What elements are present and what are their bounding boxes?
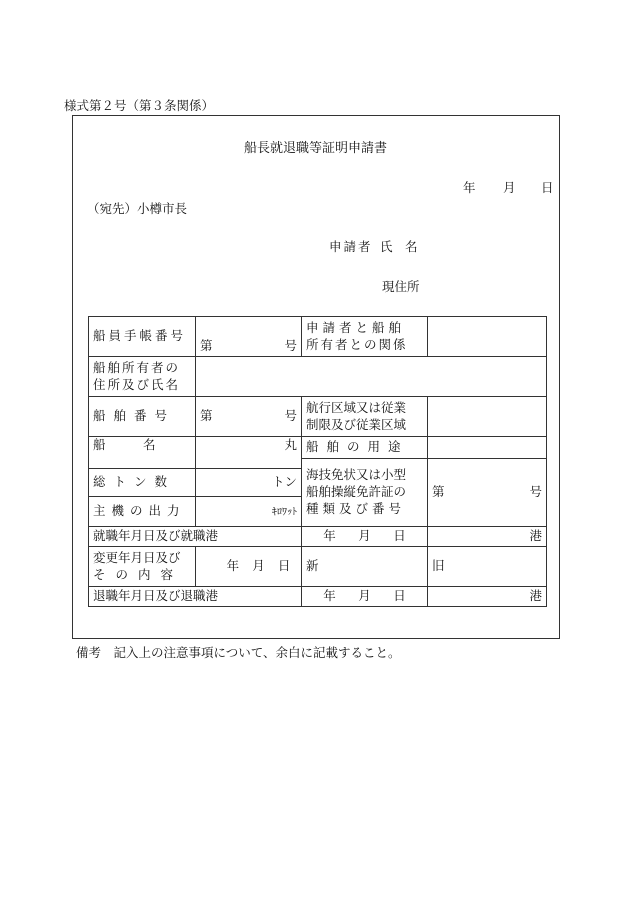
navigation-area-line1: 航行区域又は従業 — [306, 399, 407, 415]
retirement-label: 退職年月日及び退職港 — [93, 588, 219, 604]
owner-value — [196, 357, 547, 397]
owner-line1: 船舶所有者の — [93, 359, 181, 375]
engine-unit: ｷﾛﾜｯﾄ — [272, 507, 297, 519]
table-row — [89, 527, 547, 547]
navigation-area-line2: 制限及び従業区域 — [306, 416, 407, 432]
change-line1: 変更年月日及び — [93, 549, 181, 565]
license-go: 号 — [529, 484, 542, 500]
seaman-book-go: 号 — [284, 338, 297, 354]
change-year: 年 — [226, 558, 240, 574]
retirement-day: 日 — [393, 588, 406, 604]
note: 備考 記入上の注意事項について、余白に記載すること。 — [76, 645, 401, 660]
table-row — [89, 357, 547, 397]
retirement-year: 年 — [323, 588, 336, 604]
engine-label: 主機の出力 — [93, 503, 186, 519]
employment-label: 就職年月日及び就職港 — [93, 528, 219, 544]
license-line2: 船舶操縦免許証の — [306, 484, 407, 500]
applicant-label: 申請者 — [329, 239, 373, 254]
change-month: 月 — [252, 558, 265, 574]
ship-number-dai: 第 — [200, 408, 213, 424]
table-row — [89, 437, 547, 459]
ship-number-go: 号 — [284, 408, 297, 424]
table-row — [89, 397, 547, 437]
applicant-name-label: 氏 名 — [380, 239, 418, 254]
table-row — [89, 547, 547, 587]
change-day: 日 — [277, 558, 291, 574]
tonnage-unit: トン — [271, 474, 297, 490]
employment-month: 月 — [358, 528, 371, 544]
form-title: 船長就退職等証明申請書 — [244, 141, 388, 156]
applicant-address-label: 現住所 — [382, 279, 420, 294]
tonnage-label: 総トン数 — [93, 474, 176, 490]
date-month: 月 — [503, 180, 516, 195]
employment-day: 日 — [393, 528, 406, 544]
license-line1: 海技免状又は小型 — [306, 467, 407, 483]
date-day: 日 — [541, 180, 554, 195]
relation-value — [428, 317, 547, 357]
license-line3: 種類及び番号 — [306, 500, 406, 516]
owner-line2: 住所及び氏名 — [93, 376, 181, 392]
date-year: 年 — [463, 180, 476, 195]
seaman-book-label: 船員手帳番号 — [93, 328, 187, 344]
ship-use-value — [428, 437, 547, 459]
form-number: 様式第２号（第３条関係） — [64, 98, 215, 113]
change-line2: その内容 — [93, 566, 184, 582]
ship-name-unit: 丸 — [284, 437, 297, 452]
application-table — [88, 316, 547, 607]
retirement-port: 港 — [529, 588, 542, 604]
table-row — [89, 317, 547, 357]
change-new-label: 新 — [306, 558, 319, 574]
retirement-month: 月 — [358, 588, 371, 604]
license-dai: 第 — [432, 484, 445, 500]
table-row — [89, 587, 547, 607]
seaman-book-dai: 第 — [200, 338, 213, 354]
employment-year: 年 — [323, 528, 336, 544]
change-old-label: 旧 — [432, 558, 445, 574]
ship-use-label: 船舶の用途 — [306, 439, 409, 455]
relation-line1: 申請者と船舶 — [306, 319, 406, 335]
relation-line2: 所有者との関係 — [306, 336, 408, 352]
employment-port: 港 — [529, 528, 542, 544]
navigation-area-value — [428, 397, 547, 437]
addressee: （宛先）小樽市長 — [87, 201, 188, 216]
ship-number-label: 船舶番号 — [93, 408, 176, 424]
ship-name-label: 船 名 — [93, 437, 156, 452]
